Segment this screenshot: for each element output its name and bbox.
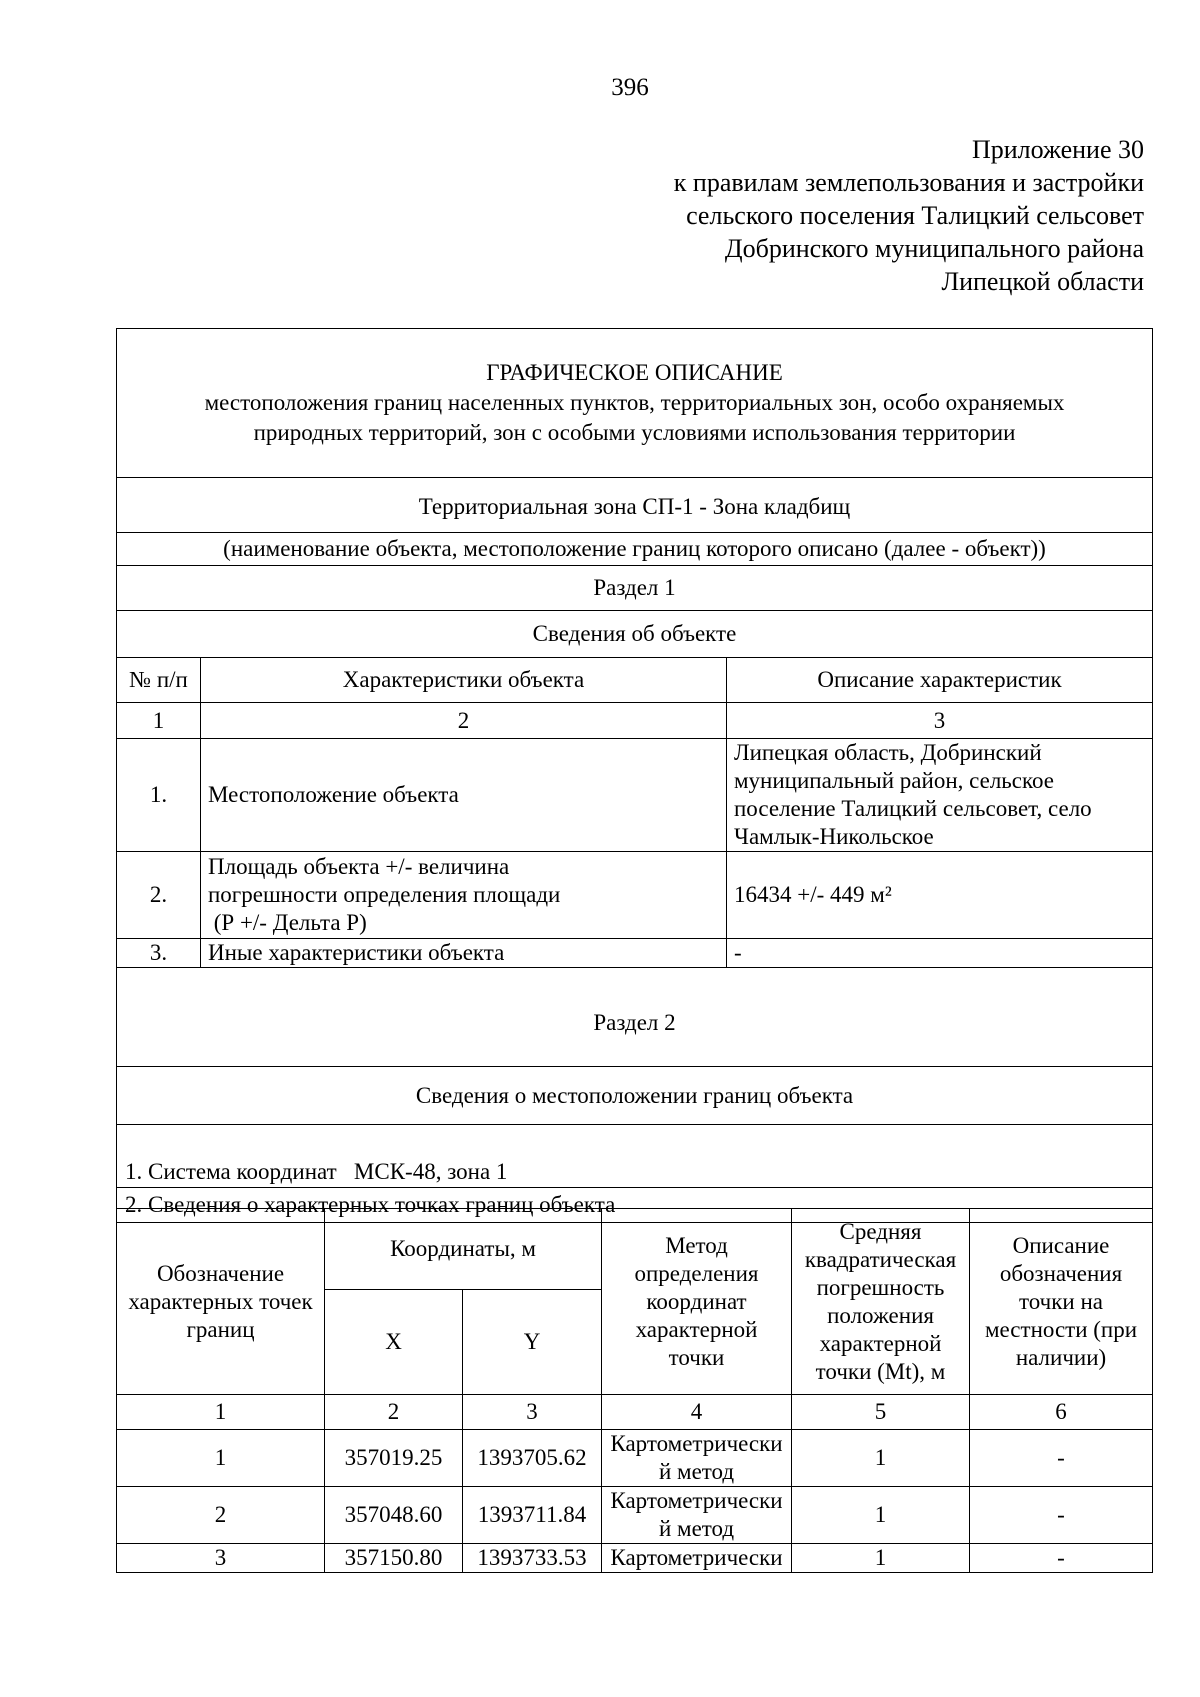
column-number: 5 bbox=[792, 1395, 970, 1430]
point-method: Картометрически bbox=[602, 1544, 792, 1573]
object-caption: (наименование объекта, местоположение границ которого описано (далее - объект)) bbox=[117, 533, 1153, 566]
column-number: 2 bbox=[201, 703, 727, 739]
header-line: Метод bbox=[665, 1232, 728, 1258]
column-number: 6 bbox=[970, 1395, 1153, 1430]
designation-header bbox=[117, 1209, 325, 1395]
characteristic-cell: Иные характеристики объекта bbox=[201, 939, 727, 968]
point-description-header bbox=[970, 1209, 1153, 1395]
column-number-row bbox=[117, 1395, 1153, 1430]
header-line: характерных точек bbox=[128, 1288, 313, 1314]
method-line: Картометрически bbox=[610, 1488, 783, 1513]
header-line: погрешность bbox=[816, 1274, 945, 1300]
header-line: наличии) bbox=[1015, 1344, 1107, 1370]
section2-subtitle: Сведения о местоположении границ объекта bbox=[117, 1067, 1153, 1125]
header-line: Средняя bbox=[839, 1218, 922, 1244]
point-y: 1393711.84 bbox=[463, 1487, 602, 1544]
point-id: 3 bbox=[117, 1544, 325, 1573]
header-line: точки на bbox=[1019, 1288, 1103, 1314]
document-title: ГРАФИЧЕСКОЕ ОПИСАНИЕ bbox=[486, 360, 783, 385]
header-line: Описание bbox=[1012, 1232, 1110, 1258]
description-line: муниципальный район, сельское bbox=[734, 768, 1054, 793]
page-number: 396 bbox=[611, 74, 649, 101]
column-header: Описание характеристик bbox=[727, 658, 1153, 703]
column-header: № п/п bbox=[117, 658, 201, 703]
table-row bbox=[117, 1487, 1153, 1544]
column-number-row bbox=[117, 703, 1153, 739]
column-number: 3 bbox=[463, 1395, 602, 1430]
point-y: 1393705.62 bbox=[463, 1430, 602, 1487]
coordinate-system: 1. Система координат МСК-48, зона 1 bbox=[117, 1125, 1153, 1188]
point-error: 1 bbox=[792, 1430, 970, 1487]
point-description: - bbox=[970, 1487, 1153, 1544]
section1-title: Раздел 1 bbox=[117, 566, 1153, 611]
point-description: - bbox=[970, 1430, 1153, 1487]
row-number: 3. bbox=[117, 939, 201, 968]
point-id: 1 bbox=[117, 1430, 325, 1487]
description-cell bbox=[727, 739, 1153, 852]
title-cell bbox=[117, 329, 1153, 478]
row-number: 2. bbox=[117, 852, 201, 939]
y-header: Y bbox=[463, 1290, 602, 1395]
method-line: й метод bbox=[658, 1516, 735, 1541]
characteristic-cell bbox=[201, 852, 727, 939]
appendix-line: сельского поселения Талицкий сельсовет bbox=[686, 201, 1144, 230]
description-line: поселение Талицкий сельсовет, село bbox=[734, 796, 1092, 821]
point-id: 2 bbox=[117, 1487, 325, 1544]
table-row bbox=[117, 1544, 1153, 1573]
appendix-block bbox=[674, 133, 1144, 298]
points-table bbox=[116, 1208, 1153, 1573]
characteristic-line: (Р +/- Дельта Р) bbox=[208, 910, 367, 935]
table-header-row bbox=[117, 658, 1153, 703]
header-line: положения bbox=[827, 1302, 934, 1328]
point-method bbox=[602, 1487, 792, 1544]
method-header bbox=[602, 1209, 792, 1395]
title-row bbox=[117, 329, 1153, 478]
table-row bbox=[117, 939, 1153, 968]
header-line: точки (Mt), м bbox=[815, 1358, 946, 1384]
point-error: 1 bbox=[792, 1487, 970, 1544]
point-x: 357019.25 bbox=[325, 1430, 463, 1487]
characteristic-cell: Местоположение объекта bbox=[201, 739, 727, 852]
section1-subtitle: Сведения об объекте bbox=[117, 611, 1153, 658]
header-line: Обозначение bbox=[156, 1260, 285, 1286]
header-line: границ bbox=[186, 1316, 255, 1342]
object-table bbox=[116, 328, 1153, 1223]
error-header bbox=[792, 1209, 970, 1395]
x-header: X bbox=[325, 1290, 463, 1395]
column-number: 1 bbox=[117, 703, 201, 739]
header-line: характерной bbox=[819, 1330, 942, 1356]
appendix-line: Липецкой области bbox=[941, 267, 1144, 296]
point-description: - bbox=[970, 1544, 1153, 1573]
row-number: 1. bbox=[117, 739, 201, 852]
points-title: 2. Сведения о характерных точках границ объекта bbox=[117, 1188, 1153, 1223]
description-line: Липецкая область, Добринский bbox=[734, 740, 1042, 765]
point-x: 357150.80 bbox=[325, 1544, 463, 1573]
object-name: Территориальная зона СП-1 - Зона кладбищ bbox=[117, 478, 1153, 533]
method-line: й метод bbox=[658, 1459, 735, 1484]
column-header: Характеристики объекта bbox=[201, 658, 727, 703]
header-line: квадратическая bbox=[804, 1246, 957, 1272]
column-number: 3 bbox=[727, 703, 1153, 739]
coordinates-header: Координаты, м bbox=[325, 1209, 602, 1290]
point-method bbox=[602, 1430, 792, 1487]
description-cell: - bbox=[727, 939, 1153, 968]
section2-title: Раздел 2 bbox=[117, 968, 1153, 1067]
column-number: 2 bbox=[325, 1395, 463, 1430]
appendix-line: Приложение 30 bbox=[971, 135, 1144, 164]
header-line: координат bbox=[646, 1288, 747, 1314]
point-x: 357048.60 bbox=[325, 1487, 463, 1544]
table-row bbox=[117, 739, 1153, 852]
point-y: 1393733.53 bbox=[463, 1544, 602, 1573]
header-line: точки bbox=[668, 1344, 725, 1370]
header-line: местности (при bbox=[984, 1316, 1138, 1342]
header-line: обозначения bbox=[999, 1260, 1123, 1286]
characteristic-line: Площадь объекта +/- величина bbox=[208, 854, 510, 879]
appendix-line: к правилам землепользования и застройки bbox=[673, 168, 1144, 197]
point-error: 1 bbox=[792, 1544, 970, 1573]
header-line: характерной bbox=[635, 1316, 758, 1342]
document-subtitle: природных территорий, зон с особыми условиями использования территории bbox=[253, 420, 1016, 445]
appendix-line: Добринского муниципального района bbox=[724, 234, 1144, 263]
characteristic-line: погрешности определения площади bbox=[208, 882, 561, 907]
column-number: 1 bbox=[117, 1395, 325, 1430]
description-cell: 16434 +/- 449 м² bbox=[727, 852, 1153, 939]
method-line: Картометрически bbox=[610, 1431, 783, 1456]
column-number: 4 bbox=[602, 1395, 792, 1430]
table-row bbox=[117, 852, 1153, 939]
table-row bbox=[117, 1430, 1153, 1487]
document-subtitle: местоположения границ населенных пунктов, территориальных зон, особо охраняемых bbox=[204, 390, 1065, 415]
description-line: Чамлык-Никольское bbox=[734, 824, 934, 849]
header-line: определения bbox=[634, 1260, 759, 1286]
